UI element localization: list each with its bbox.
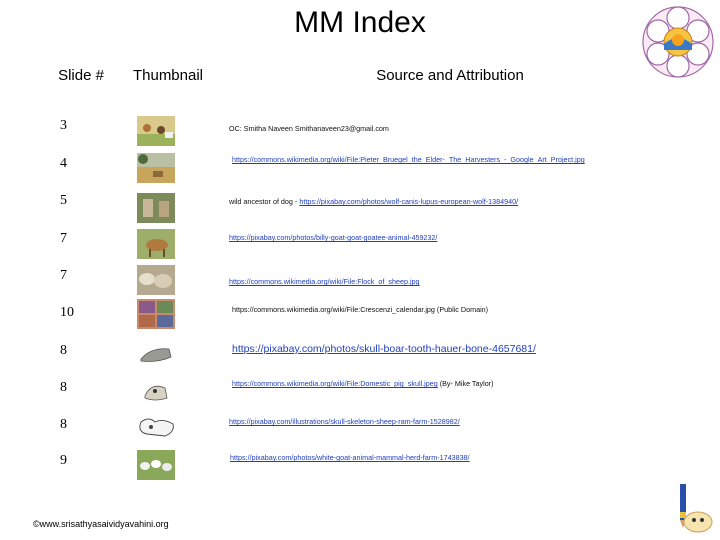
pig-skull-icon bbox=[137, 376, 175, 406]
source-text: https://commons.wikimedia.org/wiki/File:Crescenzi_calendar.jpg (Public Domain) bbox=[232, 305, 489, 314]
slide-number: 8 bbox=[60, 380, 67, 395]
header-thumbnail: Thumbnail bbox=[132, 67, 204, 84]
source-link[interactable]: https://pixabay.com/photos/skull-boar-tooth-hauer-bone-4657681/ bbox=[232, 343, 536, 355]
slide-number: 8 bbox=[60, 417, 67, 432]
boar-skull-icon bbox=[137, 339, 175, 369]
slide-number: 5 bbox=[60, 193, 67, 208]
page-title: MM Index bbox=[294, 6, 426, 39]
lotus-emblem-icon bbox=[640, 4, 716, 80]
header-slide: Slide # bbox=[58, 67, 104, 84]
slide-number: 7 bbox=[60, 231, 67, 246]
calendar-illustration-icon bbox=[137, 299, 175, 329]
goat-photo-icon bbox=[137, 229, 175, 259]
source-suffix: (By- Mike Taylor) bbox=[437, 379, 494, 388]
slide-number: 4 bbox=[60, 156, 67, 171]
slide-number: 8 bbox=[60, 343, 67, 358]
slide-number: 10 bbox=[60, 305, 74, 320]
footer-copyright: ©www.srisathyasaividyavahini.org bbox=[33, 519, 169, 529]
ram-skull-icon bbox=[135, 412, 179, 442]
source-link[interactable]: https://pixabay.com/photos/white-goat-animal-mammal-herd-farm-1743838/ bbox=[230, 453, 470, 462]
source-link[interactable]: https://pixabay.com/photos/billy-goat-goat-goatee-animal-459232/ bbox=[229, 233, 438, 242]
slide-number: 3 bbox=[60, 118, 67, 133]
source-text: OC: Smitha Naveen Smithanaveen23@gmail.com bbox=[229, 124, 389, 133]
source-link[interactable]: https://commons.wikimedia.org/wiki/File:Flock_of_sheep.jpg bbox=[229, 277, 420, 286]
children-animals-illustration-icon bbox=[137, 116, 175, 146]
sheep-flock-photo-icon bbox=[137, 265, 175, 295]
source-link[interactable]: https://commons.wikimedia.org/wiki/File:Pieter_Bruegel_the_Elder-_The_Harvesters_-_Google_Art_Project.jpg bbox=[232, 155, 585, 164]
slide-number: 9 bbox=[60, 453, 67, 468]
goat-herd-photo-icon bbox=[137, 450, 175, 480]
harvesters-painting-icon bbox=[137, 153, 175, 183]
slide-number: 7 bbox=[60, 268, 67, 283]
source-link[interactable]: https://pixabay.com/illustrations/skull-skeleton-sheep-ram-farm-1528982/ bbox=[229, 417, 460, 426]
source-link[interactable]: https://pixabay.com/photos/wolf-canis-lupus-european-wolf-1384940/ bbox=[299, 197, 519, 206]
source-link[interactable]: https://commons.wikimedia.org/wiki/File:Domestic_pig_skull.jpeg bbox=[232, 379, 438, 388]
wolf-photo-icon bbox=[137, 193, 175, 223]
pencil-icon bbox=[668, 478, 720, 540]
header-source: Source and Attribution bbox=[376, 67, 524, 84]
source-prefix: wild ancestor of dog - bbox=[229, 197, 300, 206]
